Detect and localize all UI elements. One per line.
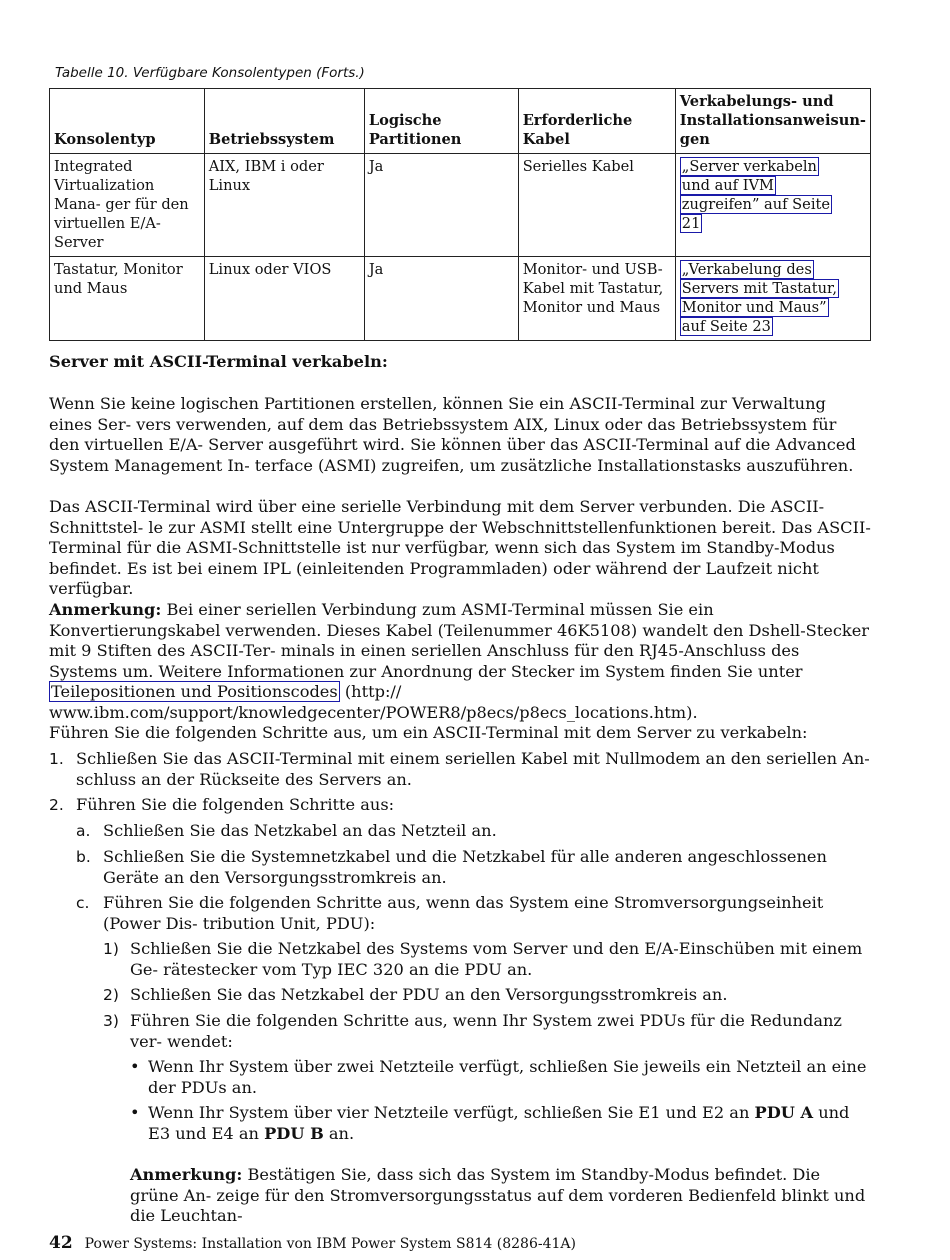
paragraph-intro: Wenn Sie keine logischen Partitionen erstellen, können Sie ein ASCII-Terminal zur Verwaltung eines Ser- vers verwenden, auf dem das Betriebssystem AIX, Linux oder das Betriebssystem für den virtuellen E/A- Server ausgeführt wird. Sie können über das ASCII-Terminal auf die Advanced System Management In- terface (ASMI) zugreifen, um zusätzliche Installationstasks auszuführen. bbox=[49, 394, 856, 475]
step-number: 2. bbox=[49, 796, 64, 814]
keyboard-link-2[interactable]: Servers mit Tastatur, bbox=[681, 280, 838, 297]
cell-betriebssystem: Linux oder VIOS bbox=[204, 257, 364, 341]
steps-intro: Führen Sie die folgenden Schritte aus, um ein ASCII-Terminal mit dem Server zu verkabeln: bbox=[49, 723, 808, 742]
step-number: 1. bbox=[49, 750, 64, 768]
note-text: Bestätigen Sie, dass sich das System im Standby-Modus befindet. Die grüne An- zeige für den Stromversorgungsstatus auf dem vorderen Bedienfeld blinkt und die Leuchtan- bbox=[130, 1165, 866, 1225]
keyboard-link-4[interactable]: auf Seite 23 bbox=[681, 318, 771, 335]
note-paragraph bbox=[49, 600, 871, 723]
table-row bbox=[50, 257, 871, 341]
cell-konsolentyp: Tastatur, Monitor und Maus bbox=[50, 257, 205, 341]
table-row bbox=[50, 154, 871, 257]
standby-note bbox=[130, 1165, 871, 1227]
substep-c2: Schließen Sie das Netzkabel der PDU an den Versorgungsstromkreis an. bbox=[130, 985, 728, 1004]
table-header-row bbox=[50, 89, 871, 154]
console-types-table bbox=[49, 88, 871, 341]
substep-c1: Schließen Sie die Netzkabel des Systems vom Server und den E/A-Einschüben mit einem Ge- rätestecker vom Typ IEC 320 an die PDU an. bbox=[130, 939, 863, 979]
pdu-b-label: PDU B bbox=[264, 1123, 324, 1143]
step-2: Führen Sie die folgenden Schritte aus: bbox=[76, 795, 395, 814]
cell-partitionen: Ja bbox=[364, 257, 518, 341]
step-1: Schließen Sie das ASCII-Terminal mit einem seriellen Kabel mit Nullmodem an den seriellen An- schluss an der Rückseite des Servers an. bbox=[76, 749, 870, 789]
keyboard-link[interactable]: „Verkabelung des bbox=[681, 261, 812, 278]
header-anweisungen: Verkabelungs- und Installationsanweisun- gen bbox=[675, 89, 870, 154]
note-label: Anmerkung: bbox=[49, 600, 162, 619]
header-kabel: Erforderliche Kabel bbox=[518, 89, 675, 154]
ivm-link[interactable]: „Server verkabeln bbox=[681, 158, 817, 175]
ivm-link-2[interactable]: und auf IVM bbox=[681, 177, 774, 194]
substep-number: 1) bbox=[103, 940, 119, 958]
cell-kabel: Serielles Kabel bbox=[518, 154, 675, 257]
page-footer bbox=[49, 1233, 576, 1255]
substep-a: Schließen Sie das Netzkabel an das Netzteil an. bbox=[103, 821, 497, 840]
header-partitionen: Logische Partitionen bbox=[364, 89, 518, 154]
footer-title: Power Systems: Installation von IBM Power System S814 (8286-41A) bbox=[84, 1236, 576, 1252]
bullet-text: und E3 und E4 an bbox=[148, 1103, 850, 1143]
substep-letter: c. bbox=[76, 894, 90, 912]
keyboard-link-3[interactable]: Monitor und Maus” bbox=[681, 299, 827, 316]
bullet-four-supplies bbox=[148, 1103, 871, 1144]
note-url: (http:// www.ibm.com/support/knowledgecenter/POWER8/p8ecs/p8ecs_locations.htm). bbox=[49, 682, 698, 722]
substep-letter: b. bbox=[76, 848, 91, 866]
ivm-link-4[interactable]: 21 bbox=[681, 215, 701, 232]
note-label: Anmerkung: bbox=[130, 1165, 243, 1184]
substep-number: 2) bbox=[103, 986, 119, 1004]
bullet-marker: • bbox=[130, 1103, 140, 1122]
substep-c: Führen Sie die folgenden Schritte aus, wenn das System eine Stromversorgungseinheit (Power Dis- tribution Unit, PDU): bbox=[103, 893, 824, 933]
cell-partitionen: Ja bbox=[364, 154, 518, 257]
page-number: 42 bbox=[49, 1233, 73, 1253]
substep-letter: a. bbox=[76, 822, 91, 840]
ivm-link-3[interactable]: zugreifen” auf Seite bbox=[681, 196, 830, 213]
substep-number: 3) bbox=[103, 1012, 119, 1030]
section-title: Server mit ASCII-Terminal verkabeln: bbox=[49, 352, 388, 371]
part-locations-link[interactable]: Teilepositionen und Positionscodes bbox=[51, 682, 338, 701]
paragraph-connection: Das ASCII-Terminal wird über eine serielle Verbindung mit dem Server verbunden. Die ASCII-Schnittstel- le zur ASMI stellt eine Untergruppe der Webschnittstellenfunktionen bereit. Das ASCII-Terminal für die ASMI-Schnittstelle ist nur verfügbar, wenn sich das System im Standby-Modus befindet. Es ist bei einem IPL (einleitenden Programmladen) oder während der Laufzeit nicht verfügbar. bbox=[49, 497, 871, 598]
note-text: Bei einer seriellen Verbindung zum ASMI-Terminal müssen Sie ein Konvertierungskabel verwenden. Dieses Kabel (Teilenummer 46K5108) wandelt den Dshell-Stecker mit 9 Stiften des ASCII-Ter- minals in einen seriellen Anschluss für den RJ45-Anschluss des Systems um. Weitere Informationen zur Anordnung der Stecker im System finden Sie unter bbox=[49, 600, 870, 681]
bullet-marker: • bbox=[130, 1057, 140, 1076]
substep-b: Schließen Sie die Systemnetzkabel und die Netzkabel für alle anderen angeschlossenen Geräte an den Versorgungsstromkreis an. bbox=[103, 847, 827, 887]
cell-konsolentyp: Integrated Virtualization Mana- ger für den virtuellen E/A-Server bbox=[50, 154, 205, 257]
bullet-text: Wenn Ihr System über vier Netzteile verfügt, schließen Sie E1 und E2 an bbox=[148, 1103, 755, 1122]
cell-anweisungen bbox=[675, 257, 870, 341]
cell-betriebssystem: AIX, IBM i oder Linux bbox=[204, 154, 364, 257]
header-konsolentyp: Konsolentyp bbox=[50, 89, 205, 154]
bullet-text: an. bbox=[323, 1123, 355, 1143]
header-betriebssystem: Betriebssystem bbox=[204, 89, 364, 154]
cell-anweisungen bbox=[675, 154, 870, 257]
cell-kabel: Monitor- und USB- Kabel mit Tastatur, Monitor und Maus bbox=[518, 257, 675, 341]
substep-c3: Führen Sie die folgenden Schritte aus, wenn Ihr System zwei PDUs für die Redundanz ver- wendet: bbox=[130, 1011, 842, 1051]
pdu-a-label: PDU A bbox=[754, 1103, 814, 1122]
table-caption: Tabelle 10. Verfügbare Konsolentypen (Forts.) bbox=[55, 65, 365, 81]
bullet-two-supplies: Wenn Ihr System über zwei Netzteile verfügt, schließen Sie jeweils ein Netzteil an eine der PDUs an. bbox=[148, 1057, 867, 1097]
